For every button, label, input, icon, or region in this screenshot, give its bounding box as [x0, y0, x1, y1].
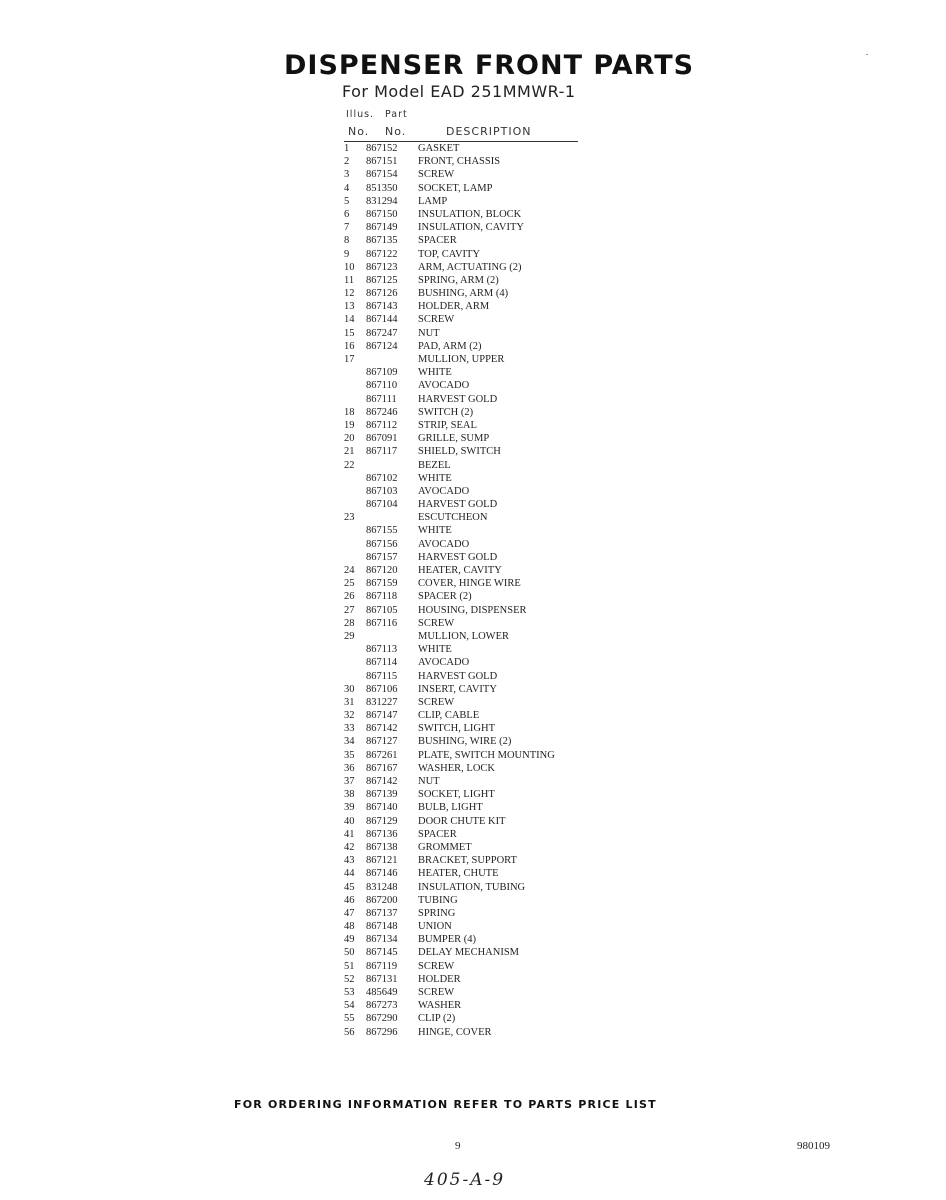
part-description: AVOCADO: [418, 538, 470, 550]
illus-number: 36: [344, 762, 355, 774]
illus-number: 54: [344, 1000, 355, 1012]
part-description: HOUSING, DISPENSER: [418, 604, 527, 616]
parts-row: [344, 353, 604, 366]
part-number: 867116: [366, 617, 398, 629]
part-number: 867140: [366, 802, 398, 814]
illus-number: 15: [344, 327, 355, 339]
illus-number: 43: [344, 855, 355, 867]
part-number: 867296: [366, 1026, 398, 1038]
parts-row: [344, 762, 604, 775]
part-description: FRONT, CHASSIS: [418, 156, 501, 168]
parts-row: [344, 788, 604, 801]
part-number: 867120: [366, 565, 398, 576]
part-description: SPACER (2): [418, 591, 472, 603]
illus-number: 23: [344, 512, 355, 524]
parts-row: [344, 419, 604, 432]
illus-number: 41: [344, 828, 355, 840]
part-number: 867157: [366, 551, 398, 563]
illus-number: 31: [344, 696, 355, 708]
part-number: 867146: [366, 868, 398, 880]
part-number: 867246: [366, 406, 398, 418]
illus-number: 3: [344, 169, 350, 181]
part-number: 867114: [366, 657, 398, 669]
part-number: 867149: [366, 222, 398, 234]
part-description: HEATER, CHUTE: [418, 868, 499, 880]
illus-number: 44: [344, 868, 355, 880]
part-description: HOLDER, ARM: [418, 301, 490, 313]
parts-row: [344, 511, 604, 524]
illus-number: 45: [344, 881, 355, 893]
illus-number: 14: [344, 314, 355, 326]
part-number: 867111: [366, 393, 397, 405]
illus-number: 2: [344, 156, 350, 168]
ordering-note: FOR ORDERING INFORMATION REFER TO PARTS PRICE LIST: [234, 1098, 657, 1111]
parts-row: [344, 366, 604, 379]
page-number: 9: [455, 1140, 461, 1152]
illus-number: 34: [344, 736, 355, 748]
part-description: WHITE: [418, 472, 452, 484]
parts-row: [344, 815, 604, 828]
parts-row: [344, 604, 604, 617]
illus-number: 21: [344, 446, 355, 458]
parts-row: [344, 208, 604, 221]
part-number: 867134: [366, 934, 398, 946]
illus-number: 11: [344, 274, 355, 286]
parts-row: [344, 287, 604, 300]
part-description: SOCKET, LAMP: [418, 182, 493, 194]
illus-number: 49: [344, 934, 355, 946]
header-part: Part: [385, 109, 408, 120]
part-number: 867200: [366, 894, 398, 906]
part-description: ARM, ACTUATING (2): [418, 261, 522, 273]
part-number: 867113: [366, 644, 398, 656]
part-number: 867112: [366, 419, 398, 431]
part-description: DELAY MECHANISM: [418, 947, 520, 959]
part-number: 867261: [366, 749, 398, 761]
illus-number: 29: [344, 630, 355, 642]
part-description: INSULATION, CAVITY: [418, 222, 524, 234]
parts-row: [344, 630, 604, 643]
part-number: 867117: [366, 446, 398, 458]
parts-row: [344, 182, 604, 195]
parts-row: [344, 933, 604, 946]
illus-number: 47: [344, 907, 355, 919]
part-description: BUSHING, WIRE (2): [418, 736, 512, 748]
parts-row: [344, 406, 604, 419]
parts-row: [344, 524, 604, 537]
part-number: 867136: [366, 828, 398, 840]
parts-row: [344, 907, 604, 920]
illus-number: 56: [344, 1026, 355, 1038]
illus-number: 5: [344, 195, 350, 207]
part-description: SCREW: [418, 617, 455, 629]
part-description: AVOCADO: [418, 380, 470, 392]
part-number: 867123: [366, 261, 398, 273]
part-number: 867119: [366, 960, 398, 972]
parts-row: [344, 999, 604, 1012]
parts-row: [344, 749, 604, 762]
parts-row: [344, 960, 604, 973]
part-number: 831227: [366, 696, 398, 708]
part-description: SCREW: [418, 987, 455, 998]
parts-row: [344, 590, 604, 603]
part-description: SPRING, ARM (2): [418, 274, 499, 286]
parts-row: [344, 735, 604, 748]
parts-row: [344, 195, 604, 208]
illus-number: 50: [344, 947, 355, 959]
part-description: HARVEST GOLD: [418, 393, 498, 405]
parts-row: [344, 1012, 604, 1025]
parts-row: [344, 696, 604, 709]
part-number: 867110: [366, 380, 398, 392]
part-description: HEATER, CAVITY: [418, 565, 502, 576]
part-description: INSERT, CAVITY: [418, 683, 497, 695]
parts-row: [344, 828, 604, 841]
header-illus: Illus.: [346, 109, 375, 120]
part-description: MULLION, UPPER: [418, 354, 505, 365]
part-description: SPRING: [418, 907, 456, 919]
part-description: GROMMET: [418, 841, 472, 853]
part-description: BUSHING, ARM (4): [418, 288, 509, 300]
part-number: 867138: [366, 841, 398, 853]
part-number: 867091: [366, 433, 398, 445]
part-number: 867167: [366, 762, 398, 774]
illus-number: 16: [344, 340, 355, 352]
parts-row: [344, 683, 604, 696]
parts-row: [344, 379, 604, 392]
part-number: 867247: [366, 327, 398, 339]
part-description: INSULATION, TUBING: [418, 881, 526, 893]
parts-row: [344, 722, 604, 735]
part-number: 867154: [366, 169, 398, 181]
illus-number: 46: [344, 894, 355, 906]
parts-row: [344, 313, 604, 326]
parts-row: [344, 459, 604, 472]
illus-number: 17: [344, 354, 355, 365]
parts-row: [344, 670, 604, 683]
parts-row: [344, 340, 604, 353]
part-description: SHIELD, SWITCH: [418, 446, 501, 458]
part-description: BRACKET, SUPPORT: [418, 855, 517, 867]
part-number: 867150: [366, 208, 398, 220]
part-description: TOP, CAVITY: [418, 248, 481, 260]
parts-row: [344, 445, 604, 458]
part-number: 867151: [366, 156, 398, 168]
part-number: 867106: [366, 683, 398, 695]
part-description: DOOR CHUTE KIT: [418, 815, 506, 827]
part-description: LAMP: [418, 195, 448, 207]
illus-number: 35: [344, 749, 355, 761]
part-description: STRIP, SEAL: [418, 419, 477, 431]
part-description: SPACER: [418, 235, 457, 247]
part-description: INSULATION, BLOCK: [418, 208, 522, 220]
parts-row: [344, 709, 604, 722]
scan-speck: [866, 54, 868, 55]
illus-number: 1: [344, 143, 350, 154]
part-description: WASHER, LOCK: [418, 762, 496, 774]
part-number: 867102: [366, 472, 398, 484]
part-description: HARVEST GOLD: [418, 499, 498, 511]
parts-row: [344, 841, 604, 854]
part-number: 867144: [366, 314, 398, 326]
part-number: 867137: [366, 907, 398, 919]
part-number: 867105: [366, 604, 398, 616]
part-description: WHITE: [418, 525, 452, 537]
parts-row: [344, 327, 604, 340]
parts-row: [344, 986, 604, 999]
parts-row: [344, 643, 604, 656]
illus-number: 55: [344, 1013, 355, 1025]
header-part-no: No.: [385, 125, 407, 138]
parts-row: [344, 300, 604, 313]
parts-row: [344, 538, 604, 551]
part-description: WHITE: [418, 367, 452, 379]
part-number: 867129: [366, 815, 398, 827]
illus-number: 12: [344, 288, 355, 300]
part-number: 867148: [366, 921, 398, 933]
part-number: 867103: [366, 485, 398, 497]
part-description: UNION: [418, 921, 452, 933]
illus-number: 19: [344, 419, 355, 431]
part-description: AVOCADO: [418, 657, 470, 669]
parts-row: [344, 973, 604, 986]
parts-row: [344, 867, 604, 880]
part-description: COVER, HINGE WIRE: [418, 578, 521, 590]
parts-row: [344, 498, 604, 511]
part-number: 867142: [366, 776, 398, 787]
parts-row: [344, 551, 604, 564]
illus-number: 8: [344, 235, 350, 247]
part-description: SOCKET, LIGHT: [418, 789, 495, 801]
part-description: HOLDER: [418, 973, 461, 985]
parts-list: [344, 142, 604, 1039]
illus-number: 52: [344, 973, 355, 985]
parts-row: [344, 881, 604, 894]
parts-row: [344, 946, 604, 959]
model-subtitle: For Model EAD 251MMWR-1: [342, 82, 576, 101]
part-description: GASKET: [418, 143, 460, 154]
part-description: SCREW: [418, 696, 455, 708]
parts-row: [344, 801, 604, 814]
part-description: WASHER: [418, 1000, 462, 1012]
header-illus-no: No.: [348, 125, 370, 138]
parts-row: [344, 775, 604, 788]
part-description: SCREW: [418, 960, 455, 972]
part-description: NUT: [418, 776, 440, 787]
illus-number: 4: [344, 182, 350, 194]
parts-row: [344, 472, 604, 485]
parts-row: [344, 656, 604, 669]
parts-row: [344, 894, 604, 907]
part-description: PAD, ARM (2): [418, 340, 482, 352]
part-description: CLIP, CABLE: [418, 710, 480, 722]
part-number: 867109: [366, 367, 398, 379]
part-description: CLIP (2): [418, 1013, 456, 1025]
part-number: 867143: [366, 301, 398, 313]
part-description: SWITCH, LIGHT: [418, 723, 495, 735]
part-description: HARVEST GOLD: [418, 670, 498, 682]
illus-number: 30: [344, 683, 355, 695]
illus-number: 18: [344, 406, 355, 418]
part-description: SCREW: [418, 314, 455, 326]
part-description: PLATE, SWITCH MOUNTING: [418, 749, 555, 761]
illus-number: 38: [344, 789, 355, 801]
part-number: 831248: [366, 881, 398, 893]
part-description: ESCUTCHEON: [418, 512, 488, 524]
illus-number: 6: [344, 208, 350, 220]
part-number: 867139: [366, 789, 398, 801]
part-number: 867124: [366, 340, 398, 352]
illus-number: 33: [344, 723, 355, 735]
part-description: WHITE: [418, 644, 452, 656]
handwritten-note: 405-A-9: [424, 1170, 506, 1190]
illus-number: 10: [344, 261, 355, 273]
part-number: 867125: [366, 274, 398, 286]
part-number: 867131: [366, 973, 398, 985]
parts-row: [344, 854, 604, 867]
part-description: HARVEST GOLD: [418, 551, 498, 563]
part-number: 867145: [366, 947, 398, 959]
part-number: 867159: [366, 578, 398, 590]
illus-number: 28: [344, 617, 355, 629]
illus-number: 26: [344, 591, 355, 603]
header-description: DESCRIPTION: [446, 125, 532, 138]
parts-row: [344, 432, 604, 445]
part-description: GRILLE, SUMP: [418, 433, 490, 445]
illus-number: 24: [344, 565, 355, 576]
part-number: 867104: [366, 499, 398, 511]
part-number: 867115: [366, 670, 398, 682]
illus-number: 27: [344, 604, 355, 616]
parts-row: [344, 274, 604, 287]
part-number: 851350: [366, 182, 398, 194]
part-number: 831294: [366, 195, 398, 207]
part-number: 867152: [366, 143, 398, 154]
parts-row: [344, 920, 604, 933]
parts-row: [344, 617, 604, 630]
illus-number: 25: [344, 578, 355, 590]
part-number: 867156: [366, 538, 398, 550]
part-number: 485649: [366, 987, 398, 998]
illus-number: 32: [344, 710, 355, 722]
part-number: 867118: [366, 591, 398, 603]
parts-row: [344, 393, 604, 406]
illus-number: 48: [344, 921, 355, 933]
part-number: 867122: [366, 248, 398, 260]
illus-number: 37: [344, 776, 355, 787]
illus-number: 13: [344, 301, 355, 313]
parts-row: [344, 234, 604, 247]
part-description: NUT: [418, 327, 440, 339]
illus-number: 42: [344, 841, 355, 853]
part-description: SWITCH (2): [418, 406, 474, 418]
part-description: BULB, LIGHT: [418, 802, 483, 814]
parts-row: [344, 142, 604, 155]
part-description: SCREW: [418, 169, 455, 181]
part-description: BUMPER (4): [418, 934, 477, 946]
illus-number: 9: [344, 248, 350, 260]
document-code: 980109: [797, 1140, 830, 1152]
parts-row: [344, 221, 604, 234]
part-number: 867155: [366, 525, 398, 537]
illus-number: 20: [344, 433, 355, 445]
part-description: AVOCADO: [418, 485, 470, 497]
illus-number: 40: [344, 815, 355, 827]
part-number: 867290: [366, 1013, 398, 1025]
part-number: 867121: [366, 855, 398, 867]
parts-row: [344, 248, 604, 261]
part-description: BEZEL: [418, 459, 451, 471]
part-description: MULLION, LOWER: [418, 630, 509, 642]
part-number: 867147: [366, 710, 398, 722]
part-number: 867127: [366, 736, 398, 748]
parts-row: [344, 564, 604, 577]
parts-row: [344, 261, 604, 274]
parts-row: [344, 168, 604, 181]
illus-number: 22: [344, 459, 355, 471]
part-description: TUBING: [418, 894, 458, 906]
part-number: 867273: [366, 1000, 398, 1012]
parts-row: [344, 155, 604, 168]
part-description: SPACER: [418, 828, 457, 840]
illus-number: 53: [344, 987, 355, 998]
part-number: 867126: [366, 288, 398, 300]
illus-number: 51: [344, 960, 355, 972]
parts-row: [344, 485, 604, 498]
illus-number: 7: [344, 222, 350, 234]
part-number: 867142: [366, 723, 398, 735]
illus-number: 39: [344, 802, 355, 814]
part-description: HINGE, COVER: [418, 1026, 492, 1038]
parts-row: [344, 1026, 604, 1039]
page-title: DISPENSER FRONT PARTS: [284, 50, 695, 81]
parts-row: [344, 577, 604, 590]
part-number: 867135: [366, 235, 398, 247]
